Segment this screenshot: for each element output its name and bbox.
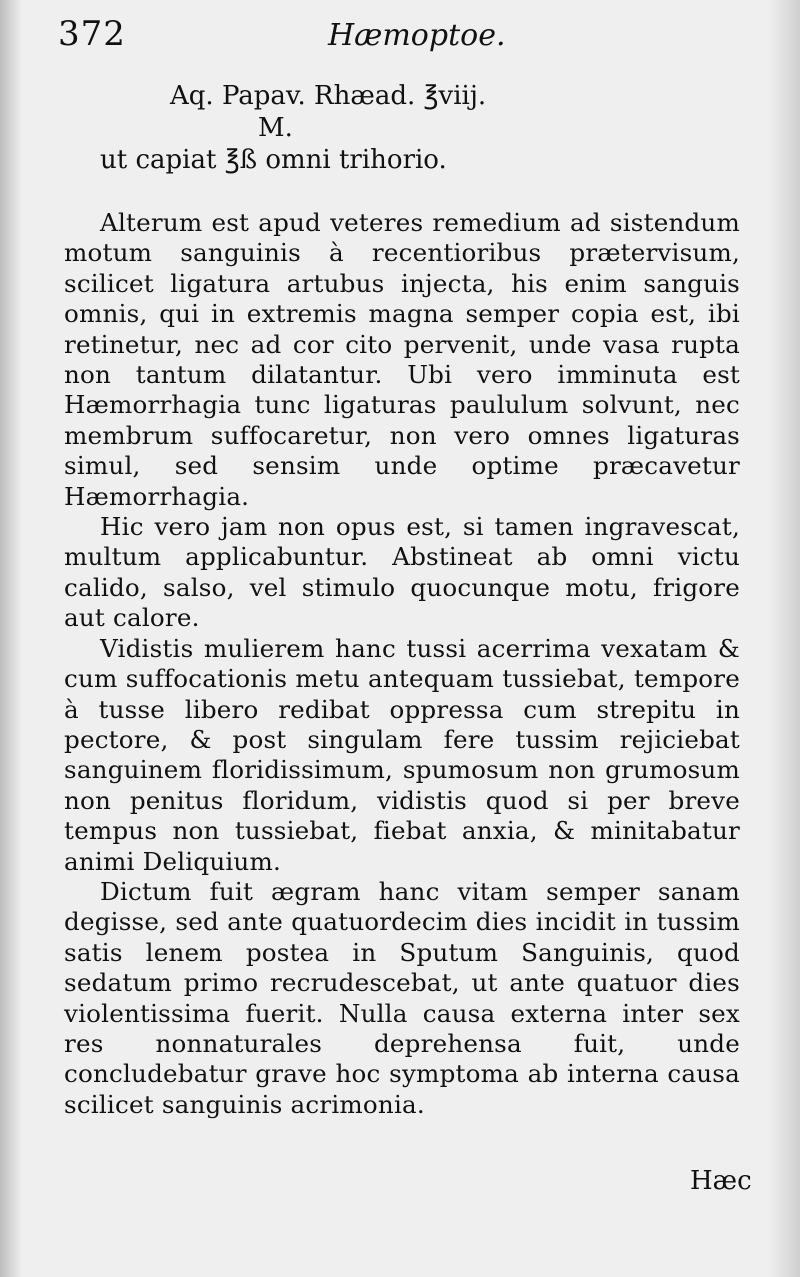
catchword: Hæc	[690, 1166, 752, 1196]
prescription-line: M.	[258, 113, 293, 143]
page-number: 372	[58, 14, 126, 54]
prescription-line: Aq. Papav. Rhæad. ℥viij.	[170, 81, 487, 111]
paragraph: Vidistis mulierem hanc tussi acerrima vexatam & cum suffocationis metu antequam tussiebat, tempore à tusse libero redibat oppressa cum strepitu in pectore, & post singulam fere tussim rejiciebat sanguinem floridissimum, spumosum non grumosum non penitus floridum, vidistis quod si per breve tempus non tussiebat, fiebat anxia, & minitabatur animi Deliquium.	[64, 633, 740, 876]
paragraph: Hic vero jam non opus est, si tamen ingravescat, multum applicabuntur. Abstineat ab omni victu calido, salso, vel stimulo quocunque motu, frigore aut calore.	[64, 512, 740, 633]
running-head: Hæmoptoe.	[328, 18, 506, 53]
paragraph: Dictum fuit ægram hanc vitam semper sanam degisse, sed ante quatuordecim dies incidit in tussim satis lenem postea in Sputum Sanguinis, quod sedatum primo recrudescebat, ut ante quatuor dies violentissima fuerit. Nulla causa externa inter sex res nonnaturales deprehensa fuit, unde concludebatur grave hoc symptoma ab interna causa scilicet sanguinis acrimonia.	[64, 876, 740, 1119]
body-text	[64, 208, 740, 1120]
page-header	[58, 14, 748, 64]
prescription-block	[100, 80, 600, 176]
paragraph: Alterum est apud veteres remedium ad sistendum motum sanguinis à recentioribus prætervisum, scilicet ligatura artubus injecta, his enim sanguis omnis, qui in extremis magna semper copia est, ibi retinetur, nec ad cor cito pervenit, unde vasa rupta non tantum dilatantur. Ubi vero imminuta est Hæmorrhagia tunc ligaturas paululum solvunt, nec membrum suffocaretur, non vero omnes ligaturas simul, sed sensim unde optime præcavetur Hæmorrhagia.	[64, 208, 740, 511]
prescription-line: ut capiat ℥ß omni trihorio.	[100, 145, 447, 175]
